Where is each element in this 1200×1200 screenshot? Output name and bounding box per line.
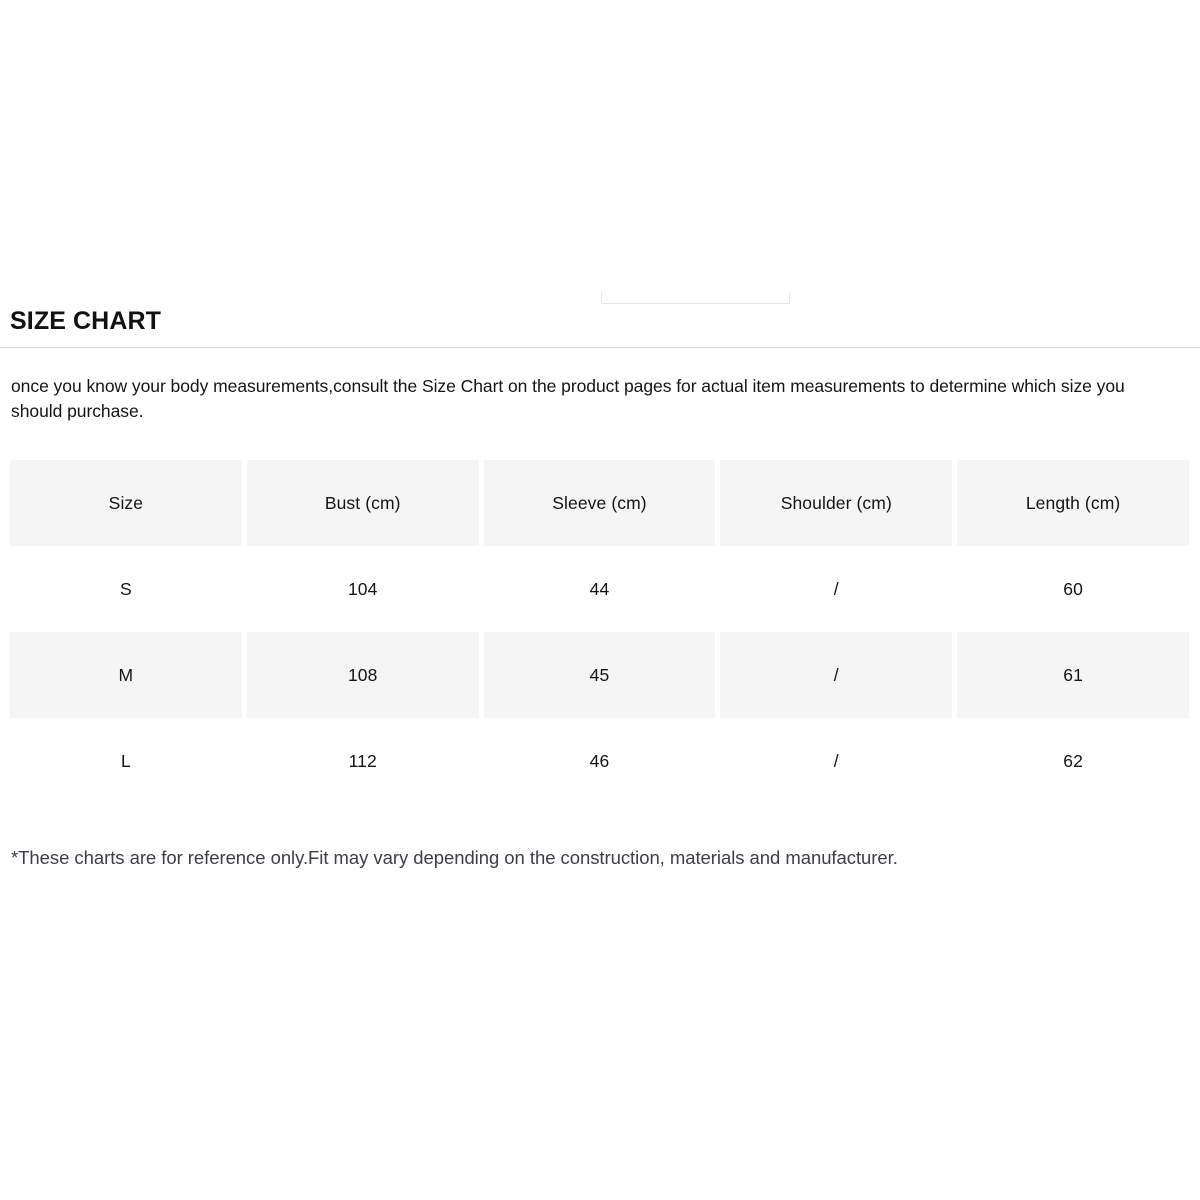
column-header-bust: Bust (cm) [247, 460, 479, 546]
cell-length-s: 60 [957, 546, 1189, 632]
column-header-sleeve: Sleeve (cm) [484, 460, 716, 546]
table-row [10, 546, 1189, 632]
cell-size-m: M [10, 632, 242, 718]
title-divider [0, 347, 1200, 348]
table-row [10, 632, 1189, 718]
table-row [10, 718, 1189, 804]
footnote-text: *These charts are for reference only.Fit may vary depending on the construction, materials and manufacturer. [11, 847, 898, 868]
cell-sleeve-s: 44 [484, 546, 716, 632]
column-header-shoulder: Shoulder (cm) [720, 460, 952, 546]
cell-sleeve-l: 46 [484, 718, 716, 804]
cell-bust-m: 108 [247, 632, 479, 718]
cell-bust-l: 112 [247, 718, 479, 804]
cell-size-l: L [10, 718, 242, 804]
page-title: SIZE CHART [10, 307, 161, 335]
intro-paragraph: once you know your body measurements,consult the Size Chart on the product pages for actual item measurements to determine which size you should purchase. [11, 376, 1125, 421]
column-header-length: Length (cm) [957, 460, 1189, 546]
cell-length-l: 62 [957, 718, 1189, 804]
cell-bust-s: 104 [247, 546, 479, 632]
table-header-row [10, 460, 1189, 546]
cell-shoulder-l: / [720, 718, 952, 804]
cell-size-s: S [10, 546, 242, 632]
cell-shoulder-s: / [720, 546, 952, 632]
cell-length-m: 61 [957, 632, 1189, 718]
cell-shoulder-m: / [720, 632, 952, 718]
cell-sleeve-m: 45 [484, 632, 716, 718]
top-border-artifact [601, 292, 790, 304]
column-header-size: Size [10, 460, 242, 546]
size-measurements-table [10, 460, 1189, 804]
